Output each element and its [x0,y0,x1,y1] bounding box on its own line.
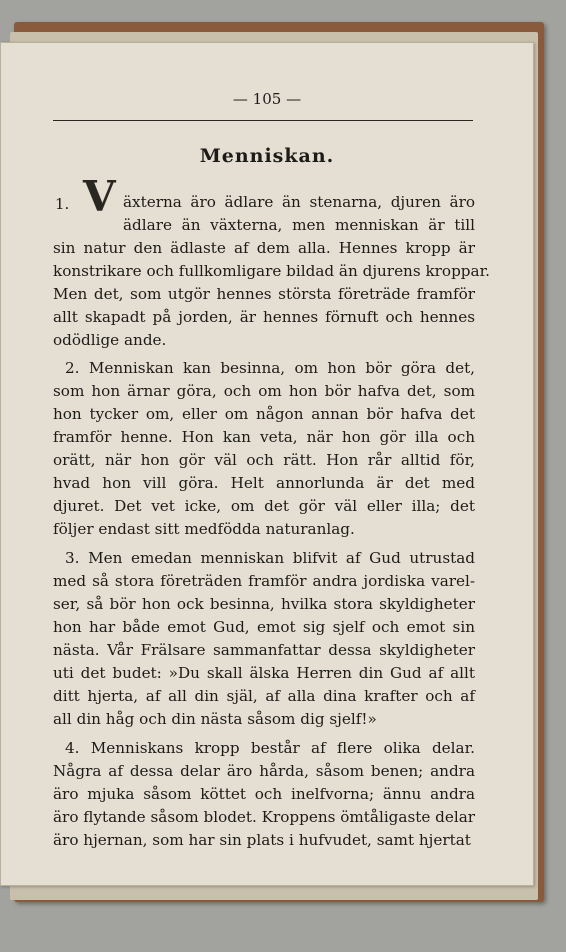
drop-cap-letter: V [83,172,116,221]
text-line: hvad hon vill göra. Helt annorlunda är det med [53,474,475,492]
text-line: följer endast sitt medfödda naturanlag. [53,520,355,538]
text-line: hon tycker om, eller om någon annan bör hafva det [53,405,475,423]
text-line: 2. Menniskan kan besinna, om hon bör göra det, [65,359,475,377]
text-line: Några af dessa delar äro hårda, såsom benen; andra [53,762,475,780]
text-line: äro mjuka såsom köttet och inelfvorna; ännu andra [53,785,475,803]
page-number: — 105 — [232,90,302,108]
text-line: djuret. Det vet icke, om det gör väl eller illa; det [53,497,475,515]
text-line: orätt, när hon gör väl och rätt. Hon rår alltid för, [53,451,475,469]
paragraph-number: 1. [55,195,70,213]
text-line: med så stora företräden framför andra jordiska varel- [53,572,475,590]
text-line: allt skapadt på jorden, är hennes förnuft och hennes [53,308,475,326]
text-line: uti det budet: »Du skall älska Herren din Gud af allt [53,664,475,682]
text-line: som hon ärnar göra, och om hon bör hafva det, som [53,382,475,400]
text-line: ser, så bör hon ock besinna, hvilka stora skyldigheter [53,595,475,613]
header-rule [53,120,473,121]
text-line: all din håg och din nästa såsom dig sjelf!» [53,710,377,728]
text-line: äro hjernan, som har sin plats i hufvudet, samt hjertat [53,831,471,849]
text-line: 4. Menniskans kropp består af flere olika delar. [65,739,475,757]
text-line: framför henne. Hon kan veta, när hon gör illa och [53,428,475,446]
text-line: nästa. Vår Frälsare sammanfattar dessa skyldigheter [53,641,475,659]
text-line: 3. Men emedan menniskan blifvit af Gud utrustad [65,549,475,567]
text-line: hon har både emot Gud, emot sig sjelf och emot sin [53,618,475,636]
text-line: ädlare än växterna, men menniskan är till [123,216,475,234]
text-line: äro flytande såsom blodet. Kroppens ömtåligaste delar [53,808,476,826]
text-line: ditt hjerta, af all din själ, af alla dina krafter och af [53,687,475,705]
text-line: Men det, som utgör hennes största företräde framför [53,285,475,303]
text-line: äxterna äro ädlare än stenarna, djuren äro [123,193,475,211]
text-line: sin natur den ädlaste af dem alla. Hennes kropp är [53,239,475,257]
text-line: konstrikare och fullkomligare bildad än djurens kroppar. [53,262,490,280]
section-heading: Menniskan. [199,145,335,167]
text-line: odödlige ande. [53,331,167,349]
book-page [0,42,534,886]
